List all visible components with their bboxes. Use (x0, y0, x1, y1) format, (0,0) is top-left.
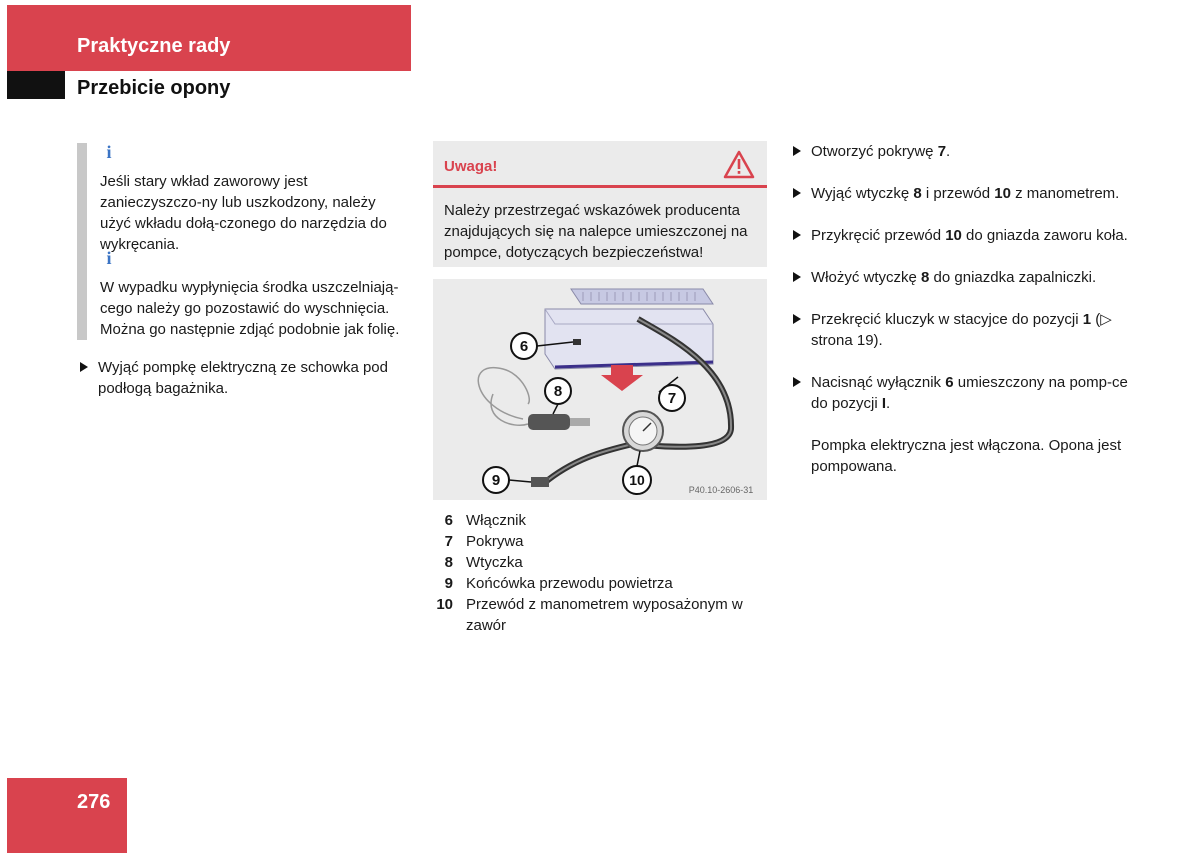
legend-number: 6 (444, 512, 453, 529)
step-item (793, 309, 1133, 351)
figure-legend (433, 510, 763, 636)
step-item (793, 141, 1133, 162)
legend-label: Końcówka przewodu powietrza (466, 575, 673, 592)
note-text: Jeśli stary wkład zaworowy jest zanieczyszczo-ny lub uszkodzony, należy użyć wkładu dołą-czonego do narzędzia do wykręcania. (100, 173, 387, 253)
info-icon (100, 143, 118, 161)
legend-number: 10 (436, 596, 453, 613)
warning-triangle-icon (723, 150, 755, 179)
arrow-bullet-icon (793, 314, 801, 324)
step-text: Przykręcić przewód (811, 227, 946, 244)
section-title: Praktyczne rady (77, 35, 231, 57)
callout-label: 7 (667, 390, 677, 407)
info-note (77, 249, 410, 340)
legend-label: Włącznik (466, 512, 527, 529)
arrow-bullet-icon (793, 188, 801, 198)
arrow-bullet-icon (793, 230, 801, 240)
step-result: Pompka elektryczna jest włączona. Opona jest pompowana. (811, 437, 1122, 475)
step-text: z manometrem. (1010, 185, 1120, 202)
header-bar (7, 5, 411, 71)
legend-label: Przewód z manometrem wyposażonym w zawór (466, 596, 743, 634)
step-text: Wyjąć pompkę elektryczną ze schowka pod podłogą bagażnika. (98, 359, 388, 397)
step-ref: 10 (994, 185, 1011, 202)
info-icon (100, 249, 118, 267)
info-note (77, 143, 410, 255)
legend-item (433, 531, 763, 552)
svg-text:i: i (106, 143, 112, 161)
arrow-bullet-icon (793, 377, 801, 387)
legend-number: 7 (444, 533, 453, 550)
pump-diagram (433, 279, 767, 500)
step-ref: 7 (937, 143, 947, 160)
step-text: umieszczony na pomp-ce do pozycji (811, 374, 1128, 412)
figure-code: P40.10-2606-31 (688, 485, 754, 495)
arrow-bullet-icon (793, 272, 801, 282)
step-text: . (886, 395, 891, 412)
step-item (793, 225, 1133, 246)
legend-label: Wtyczka (466, 554, 523, 571)
warning-header (433, 141, 767, 188)
step-ref: 6 (945, 374, 954, 391)
step-item (793, 372, 1133, 414)
callout-label: 10 (629, 472, 645, 488)
step-text: Nacisnąć wyłącznik (811, 374, 946, 391)
step-text: . (946, 143, 951, 160)
step-ref: 8 (913, 185, 922, 202)
step-text: Włożyć wtyczkę (811, 269, 922, 286)
legend-item (433, 510, 763, 531)
steps-column (793, 141, 1133, 477)
step-text: Wyjąć wtyczkę (811, 185, 914, 202)
step-ref: 8 (921, 269, 930, 286)
step-item (80, 357, 428, 399)
page-number: 276 (77, 791, 111, 813)
step-ref: 1 (1082, 311, 1092, 328)
legend-item (433, 594, 763, 636)
step-text: do gniazdka zapalniczki. (929, 269, 1097, 286)
page-title: Przebicie opony (77, 77, 231, 99)
step-ref: 10 (945, 227, 962, 244)
step-text: Otworzyć pokrywę (811, 143, 938, 160)
pump-illustration (433, 279, 767, 500)
legend-number: 9 (444, 575, 453, 592)
arrow-bullet-icon (80, 362, 88, 372)
page-reference-link[interactable]: (▷ strona 19). (811, 311, 1112, 349)
header-marker (7, 71, 65, 99)
note-text: W wypadku wypłynięcia środka uszczelniają-cego należy go pozostawić do wyschnięcia. Można go następnie zdjąć podobnie jak folię. (100, 279, 400, 338)
warning-title: Uwaga! (444, 158, 498, 175)
step-item (793, 183, 1133, 204)
legend-item (433, 552, 763, 573)
page-number-box (7, 778, 127, 853)
step-item (793, 267, 1133, 288)
arrow-bullet-icon (793, 146, 801, 156)
legend-number: 8 (444, 554, 453, 571)
svg-text:i: i (106, 249, 112, 267)
callout-label: 6 (519, 338, 529, 355)
step-text: do gniazda zaworu koła. (961, 227, 1128, 244)
callout-label: 9 (491, 472, 501, 489)
legend-item (433, 573, 763, 594)
warning-box (433, 141, 767, 267)
step-text: Przekręcić kluczyk w stacyjce do pozycji (811, 311, 1083, 328)
callout-label: 8 (553, 383, 563, 400)
step-text: i przewód (921, 185, 995, 202)
legend-label: Pokrywa (466, 533, 524, 550)
step-ref: I (881, 395, 887, 412)
warning-text: Należy przestrzegać wskazówek producenta znajdujących się na nalepce umieszczonej na pompce, dotyczących bezpieczeństwa! (444, 202, 748, 261)
